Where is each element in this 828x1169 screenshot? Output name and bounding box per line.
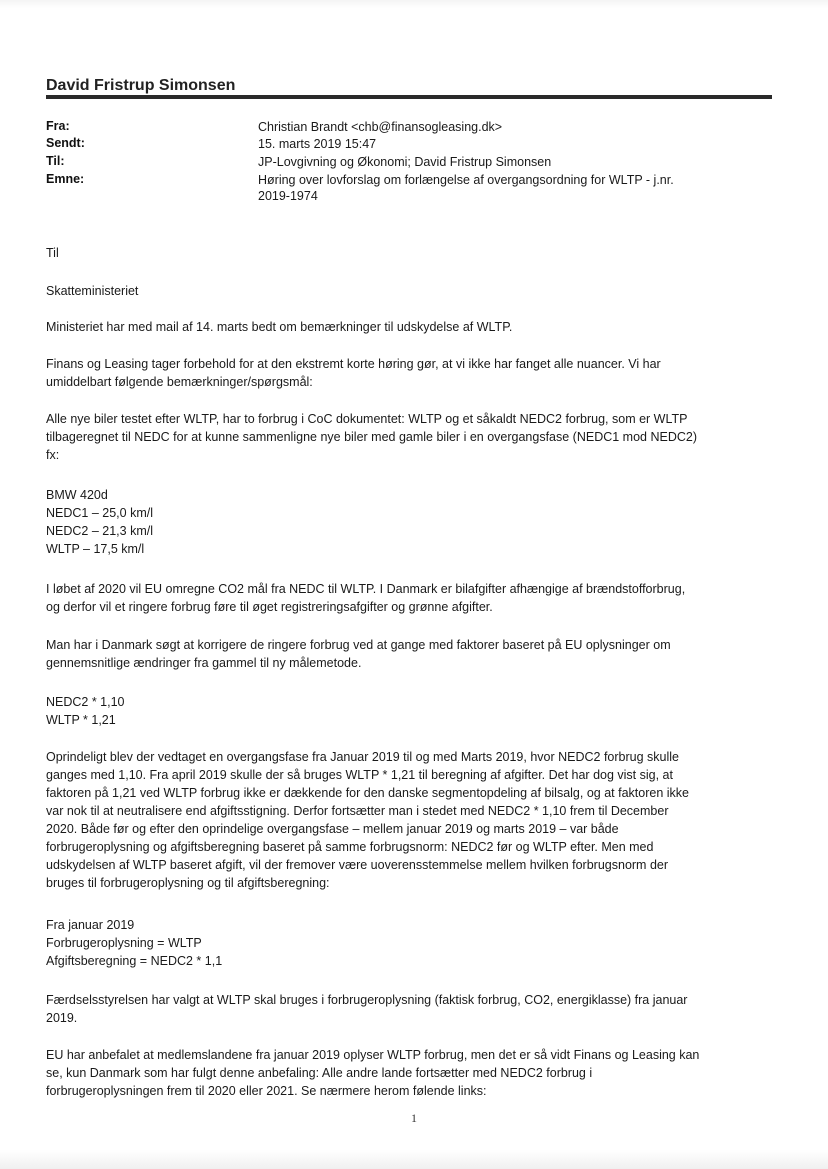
header-rule xyxy=(46,95,772,99)
from-jan-list xyxy=(46,916,772,970)
sender-name: David Fristrup Simonsen xyxy=(46,77,236,94)
text-line: Finans og Leasing tager forbehold for at den ekstremt korte høring gør, at vi ikke har fanget alle nuancer. Vi har xyxy=(46,357,661,371)
text-line: se, kun Danmark som har fulgt denne anbefaling: Alle andre lande fortsætter med NEDC2 forbrug i xyxy=(46,1066,593,1080)
paragraph-4 xyxy=(46,580,772,616)
example-item: NEDC2 – 21,3 km/l xyxy=(46,524,153,538)
text-line: Oprindeligt blev der vedtaget en overgangsfase fra Januar 2019 til og med Marts 2019, hvor NEDC2 forbrug skulle xyxy=(46,750,679,764)
recipient: Skatteministeriet xyxy=(46,284,139,298)
text-line: fx: xyxy=(46,448,60,462)
salutation: Til xyxy=(46,246,59,260)
list-item: Afgiftsberegning = NEDC2 * 1,1 xyxy=(46,954,223,968)
subject-line: Høring over lovforslag om forlængelse af overgangsordning for WLTP - j.nr. xyxy=(258,173,674,187)
paragraph-8 xyxy=(46,1046,772,1100)
factor-item: WLTP * 1,21 xyxy=(46,713,116,727)
sent-value: 15. marts 2019 15:47 xyxy=(258,137,377,151)
subject-value xyxy=(258,172,758,204)
paragraph-3 xyxy=(46,410,772,464)
text-line: EU har anbefalet at medlemslandene fra januar 2019 oplyser WLTP forbrug, men det er så vidt Finans og Leasing kan xyxy=(46,1048,700,1062)
text-line: var nok til at neutralisere end afgiftsstigning. Derfor fortsætter man i stedet med NEDC2 * 1,10 frem til December xyxy=(46,804,669,818)
text-line: udskydelsen af WLTP baseret afgift, vil der fremover være uoverensstemmelse mellem hvilken forbrugsnorm der xyxy=(46,858,669,872)
subject-label: Emne: xyxy=(46,172,85,186)
text-line: forbrugeroplysning og afgiftsberegning baseret på samme forbrugsnorm: NEDC2 før og WLTP efter. Men med xyxy=(46,840,654,854)
text-line: 2020. Både før og efter den oprindelige overgangsfase – mellem januar 2019 og marts 2019 – var både xyxy=(46,822,619,836)
text-line: Man har i Danmark søgt at korrigere de ringere forbrug ved at gange med faktorer baseret på EU oplysninger om xyxy=(46,638,671,652)
page-number: 1 xyxy=(411,1111,417,1125)
example-item: BMW 420d xyxy=(46,488,108,502)
example-item: NEDC1 – 25,0 km/l xyxy=(46,506,153,520)
sent-label: Sendt: xyxy=(46,136,85,150)
text-line: Færdselsstyrelsen har valgt at WLTP skal bruges i forbrugeroplysning (faktisk forbrug, CO2, energiklasse) fra januar xyxy=(46,993,688,1007)
text-line: tilbageregnet til NEDC for at kunne sammenligne nye biler med gamle biler i en overgangsfase (NEDC1 mod NEDC2) xyxy=(46,430,697,444)
paragraph-6 xyxy=(46,748,772,892)
paragraph-2 xyxy=(46,355,772,391)
to-label: Til: xyxy=(46,154,65,168)
from-value: Christian Brandt <chb@finansogleasing.dk> xyxy=(258,120,503,134)
from-label: Fra: xyxy=(46,119,70,133)
text-line: ganges med 1,10. Fra april 2019 skulle der så bruges WLTP * 1,21 til beregning af afgifter. Det har dog vist sig, at xyxy=(46,768,673,782)
example-item: WLTP – 17,5 km/l xyxy=(46,542,145,556)
paragraph-7 xyxy=(46,991,772,1027)
text-line: faktoren på 1,21 ved WLTP forbrug ikke er dækkende for den danske segmentopdeling af bilsalg, og at faktoren ikke xyxy=(46,786,689,800)
factor-list xyxy=(46,693,772,729)
subject-line: 2019-1974 xyxy=(258,189,318,203)
paragraph-1: Ministeriet har med mail af 14. marts bedt om bemærkninger til udskydelse af WLTP. xyxy=(46,320,513,334)
text-line: og derfor vil et ringere forbrug føre til øget registreringsafgifter og grønne afgifter. xyxy=(46,600,493,614)
example-list xyxy=(46,486,772,558)
to-value: JP-Lovgivning og Økonomi; David Fristrup Simonsen xyxy=(258,155,552,169)
list-item: Fra januar 2019 xyxy=(46,918,135,932)
text-line: I løbet af 2020 vil EU omregne CO2 mål fra NEDC til WLTP. I Danmark er bilafgifter afhængige af brændstofforbrug, xyxy=(46,582,686,596)
factor-item: NEDC2 * 1,10 xyxy=(46,695,125,709)
list-item: Forbrugeroplysning = WLTP xyxy=(46,936,202,950)
text-line: gennemsnitlige ændringer fra gammel til ny målemetode. xyxy=(46,656,362,670)
text-line: forbrugeroplysningen frem til 2020 eller 2021. Se nærmere herom følende links: xyxy=(46,1084,487,1098)
text-line: umiddelbart følgende bemærkninger/spørgsmål: xyxy=(46,375,313,389)
text-line: Alle nye biler testet efter WLTP, har to forbrug i CoC dokumentet: WLTP og et såkaldt NEDC2 forbrug, som er WLTP xyxy=(46,412,688,426)
paragraph-5 xyxy=(46,636,772,672)
text-line: bruges til forbrugeroplysning og til afgiftsberegning: xyxy=(46,876,330,890)
text-line: 2019. xyxy=(46,1011,78,1025)
